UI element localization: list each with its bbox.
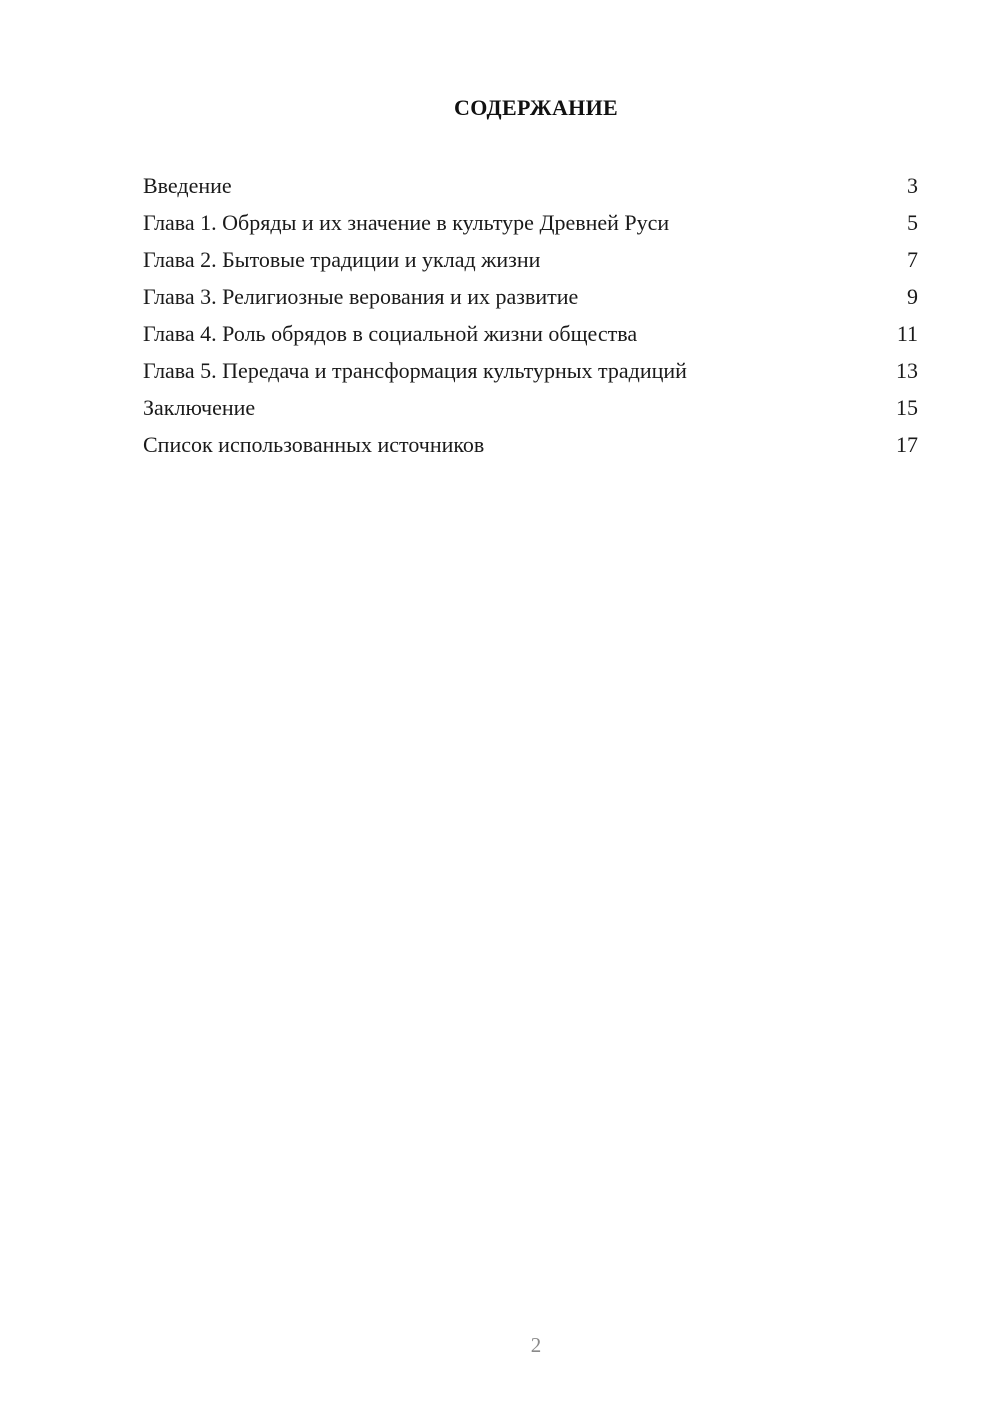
toc-entry-label: Глава 3. Религиозные верования и их развитие	[143, 284, 579, 309]
toc-entry-page: 7	[907, 247, 918, 272]
toc-entry-conclusion	[143, 389, 918, 426]
toc-entry-page: 3	[907, 173, 918, 198]
toc-entry-label: Введение	[143, 173, 232, 198]
toc-entry-page: 5	[907, 210, 918, 235]
toc-entry-chapter-1	[143, 204, 918, 241]
toc-entry-page: 11	[896, 321, 918, 346]
toc-entry-page: 9	[907, 284, 918, 309]
toc-entry-references	[143, 426, 918, 463]
toc-entry-page: 15	[896, 395, 918, 420]
table-of-contents	[143, 167, 918, 463]
toc-entry-chapter-5	[143, 352, 918, 389]
toc-entry-label: Заключение	[143, 395, 256, 420]
toc-entry-page: 17	[896, 432, 918, 457]
toc-title: СОДЕРЖАНИЕ	[454, 95, 618, 120]
page-number: 2	[530, 1333, 542, 1357]
toc-entry-chapter-3	[143, 278, 918, 315]
toc-entry-chapter-2	[143, 241, 918, 278]
toc-entry-label: Глава 2. Бытовые традиции и уклад жизни	[143, 247, 541, 272]
toc-entry-page: 13	[896, 358, 918, 383]
toc-entry-label: Список использованных источников	[143, 432, 485, 457]
toc-entry-label: Глава 4. Роль обрядов в социальной жизни общества	[143, 321, 638, 346]
toc-entry-introduction	[143, 167, 918, 204]
toc-entry-chapter-4	[143, 315, 918, 352]
toc-entry-label: Глава 5. Передача и трансформация культурных традиций	[143, 358, 687, 383]
toc-entry-label: Глава 1. Обряды и их значение в культуре Древней Руси	[143, 210, 670, 235]
